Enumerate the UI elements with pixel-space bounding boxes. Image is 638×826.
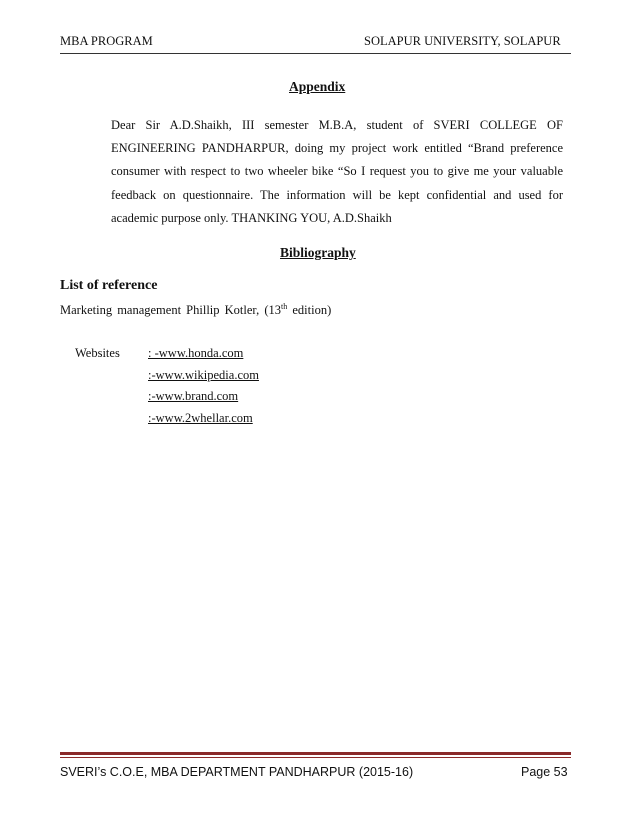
- appendix-letter-text: Dear Sir A.D.Shaikh, III semester M.B.A, student of SVERI COLLEGE OF ENGINEERING PANDHARPUR, doing my project work entitled “Brand preference consumer with respect to two wheeler bike “So I request you to give me your valuable feedback on questionnaire. The information will be kept confidential and used for academic purpose only. THANKING YOU, A.D.Shaikh: [111, 118, 563, 225]
- reference-superscript: th: [281, 302, 288, 311]
- footer-divider-thin: [60, 757, 571, 758]
- appendix-letter: [111, 114, 563, 230]
- reference-edition: edition): [287, 303, 332, 318]
- header-program: MBA PROGRAM: [60, 34, 153, 48]
- reference-list-title: List of reference: [60, 278, 158, 293]
- websites-list: [148, 346, 259, 432]
- website-link[interactable]: :-www.wikipedia.com: [148, 367, 259, 382]
- appendix-heading: Appendix: [289, 79, 346, 94]
- page-number: Page 53: [521, 765, 568, 779]
- bibliography-heading: Bibliography: [280, 245, 356, 260]
- footer-divider-thick: [60, 752, 571, 755]
- reference-item: [60, 302, 331, 318]
- reference-text: Marketing management Phillip Kotler, (13: [60, 303, 281, 318]
- footer-department: SVERI’s C.O.E, MBA DEPARTMENT PANDHARPUR (2015-16): [60, 765, 414, 779]
- header-university: SOLAPUR UNIVERSITY, SOLAPUR: [364, 34, 561, 48]
- website-link[interactable]: : -www.honda.com: [148, 346, 244, 360]
- website-link[interactable]: :-www.brand.com: [148, 389, 239, 404]
- website-link[interactable]: :-www.2whellar.com: [148, 410, 253, 425]
- websites-label: Websites: [75, 346, 120, 360]
- header-divider: [60, 53, 571, 54]
